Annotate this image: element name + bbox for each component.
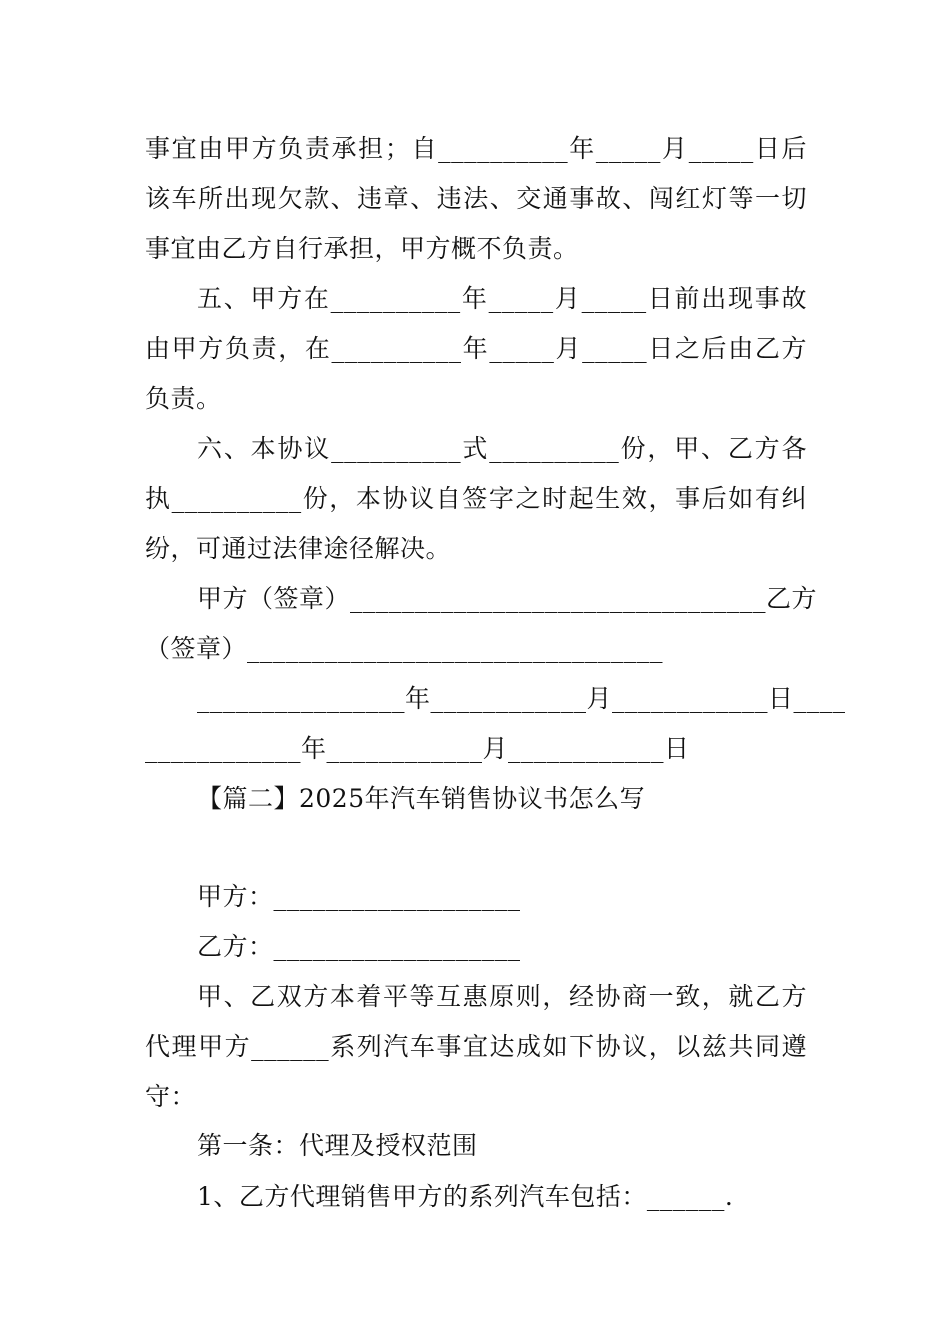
paragraph-line: 负责。 [145,384,222,413]
party-a-field: 甲方：___________________ [197,882,521,911]
paragraph-line: 守： [145,1082,197,1111]
signature-line-party-a: 甲方（签章）________________________________乙方 [197,584,818,613]
date-line: ________________年____________月____________日____ [197,684,846,713]
paragraph-line: 代理甲方______系列汽车事宜达成如下协议，以兹共同遵 [145,1032,807,1061]
paragraph-line: 由甲方负责，在__________年_____月_____日之后由乙方 [145,334,807,363]
paragraph-line: 纷，可通过法律途径解决。 [145,534,452,563]
article-heading: 第一条：代理及授权范围 [197,1131,478,1160]
paragraph-line: 事宜由乙方自行承担，甲方概不负责。 [145,234,579,263]
date-line: ____________年____________月____________日 [145,734,690,763]
section-heading: 【篇二】2025年汽车销售协议书怎么写 [197,784,646,813]
party-b-field: 乙方：___________________ [197,932,521,961]
paragraph-line: 1、乙方代理销售甲方的系列汽车包括：______. [197,1182,734,1211]
clause-six-line: 六、本协议__________式__________份，甲、乙方各 [197,434,807,463]
paragraph-line: 执__________份，本协议自签字之时起生效，事后如有纠 [145,484,807,513]
paragraph-line: 事宜由甲方负责承担；自__________年_____月_____日后 [145,134,807,163]
signature-line-party-b: （签章）________________________________ [145,634,664,663]
clause-five-line: 五、甲方在__________年_____月_____日前出现事故 [197,284,807,313]
paragraph-line: 该车所出现欠款、违章、违法、交通事故、闯红灯等一切 [145,184,807,213]
paragraph-line: 甲、乙双方本着平等互惠原则，经协商一致，就乙方 [197,982,807,1011]
